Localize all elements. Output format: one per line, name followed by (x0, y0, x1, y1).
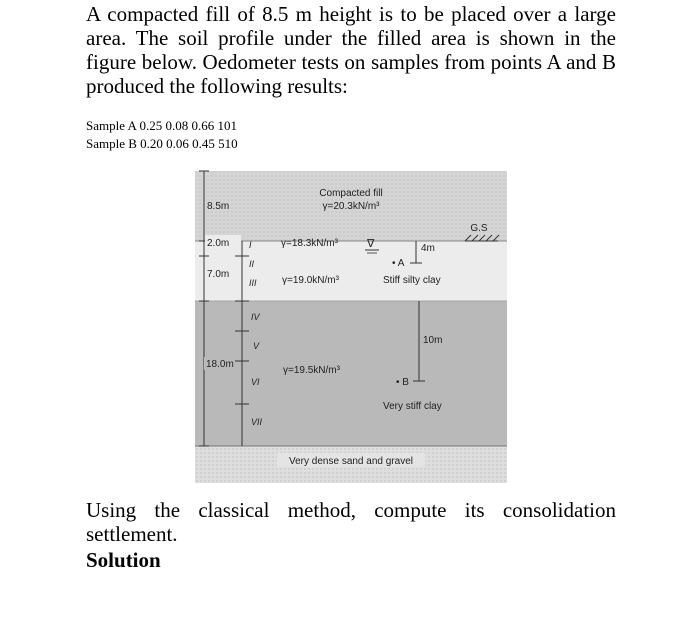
fill-label: Compacted fill (319, 188, 383, 199)
fill-unit-weight: γ=20.3kN/m³ (322, 201, 380, 212)
point-b-depth: 10m (423, 335, 443, 346)
sublayer-label: II (249, 259, 255, 269)
sublayer-label: IV (251, 312, 260, 322)
layer3-unit-weight: γ=19.5kN/m³ (283, 365, 340, 376)
ground-surface-label: G.S (470, 223, 488, 234)
layer3-name: Very stiff clay (383, 401, 442, 412)
point-b-marker: • B (396, 377, 409, 388)
layer2-depth-label: 7.0m (207, 269, 230, 280)
fill-height-label: 8.5m (207, 201, 230, 212)
question-text: Using the classical method, compute its consolidation settlement. (86, 498, 616, 546)
problem-intro-text: A compacted fill of 8.5 m height is to be placed over a large area. The soil profile under the filled area is shown in the figure below. Oedometer tests on samples from points A and B produced the following results: (86, 2, 616, 98)
sample-b-results: Sample B 0.20 0.06 0.45 510 (86, 136, 238, 151)
sublayer-label: VII (251, 417, 263, 427)
point-a-depth: 4m (421, 243, 435, 254)
sublayer-label: I (249, 240, 252, 250)
base-layer-name: Very dense sand and gravel (289, 456, 413, 467)
sample-a-results: Sample A 0.25 0.08 0.66 101 (86, 118, 237, 133)
soil-profile-figure (195, 167, 507, 483)
problem-statement (86, 2, 616, 98)
layer3-depth-label: 18.0m (206, 359, 234, 370)
layer1-unit-weight: γ=18.3kN/m³ (281, 238, 338, 249)
sublayer-label: III (249, 278, 257, 288)
sublayer-label: VI (251, 377, 260, 387)
water-table-icon: ∇ (367, 238, 375, 250)
layer2-unit-weight: γ=19.0kN/m³ (282, 275, 339, 286)
layer1-depth-label: 2.0m (207, 238, 230, 249)
layer2-name: Stiff silty clay (383, 275, 441, 286)
solution-heading: Solution (86, 548, 161, 572)
sublayer-label: V (253, 341, 260, 351)
point-a-marker: • A (392, 258, 405, 269)
